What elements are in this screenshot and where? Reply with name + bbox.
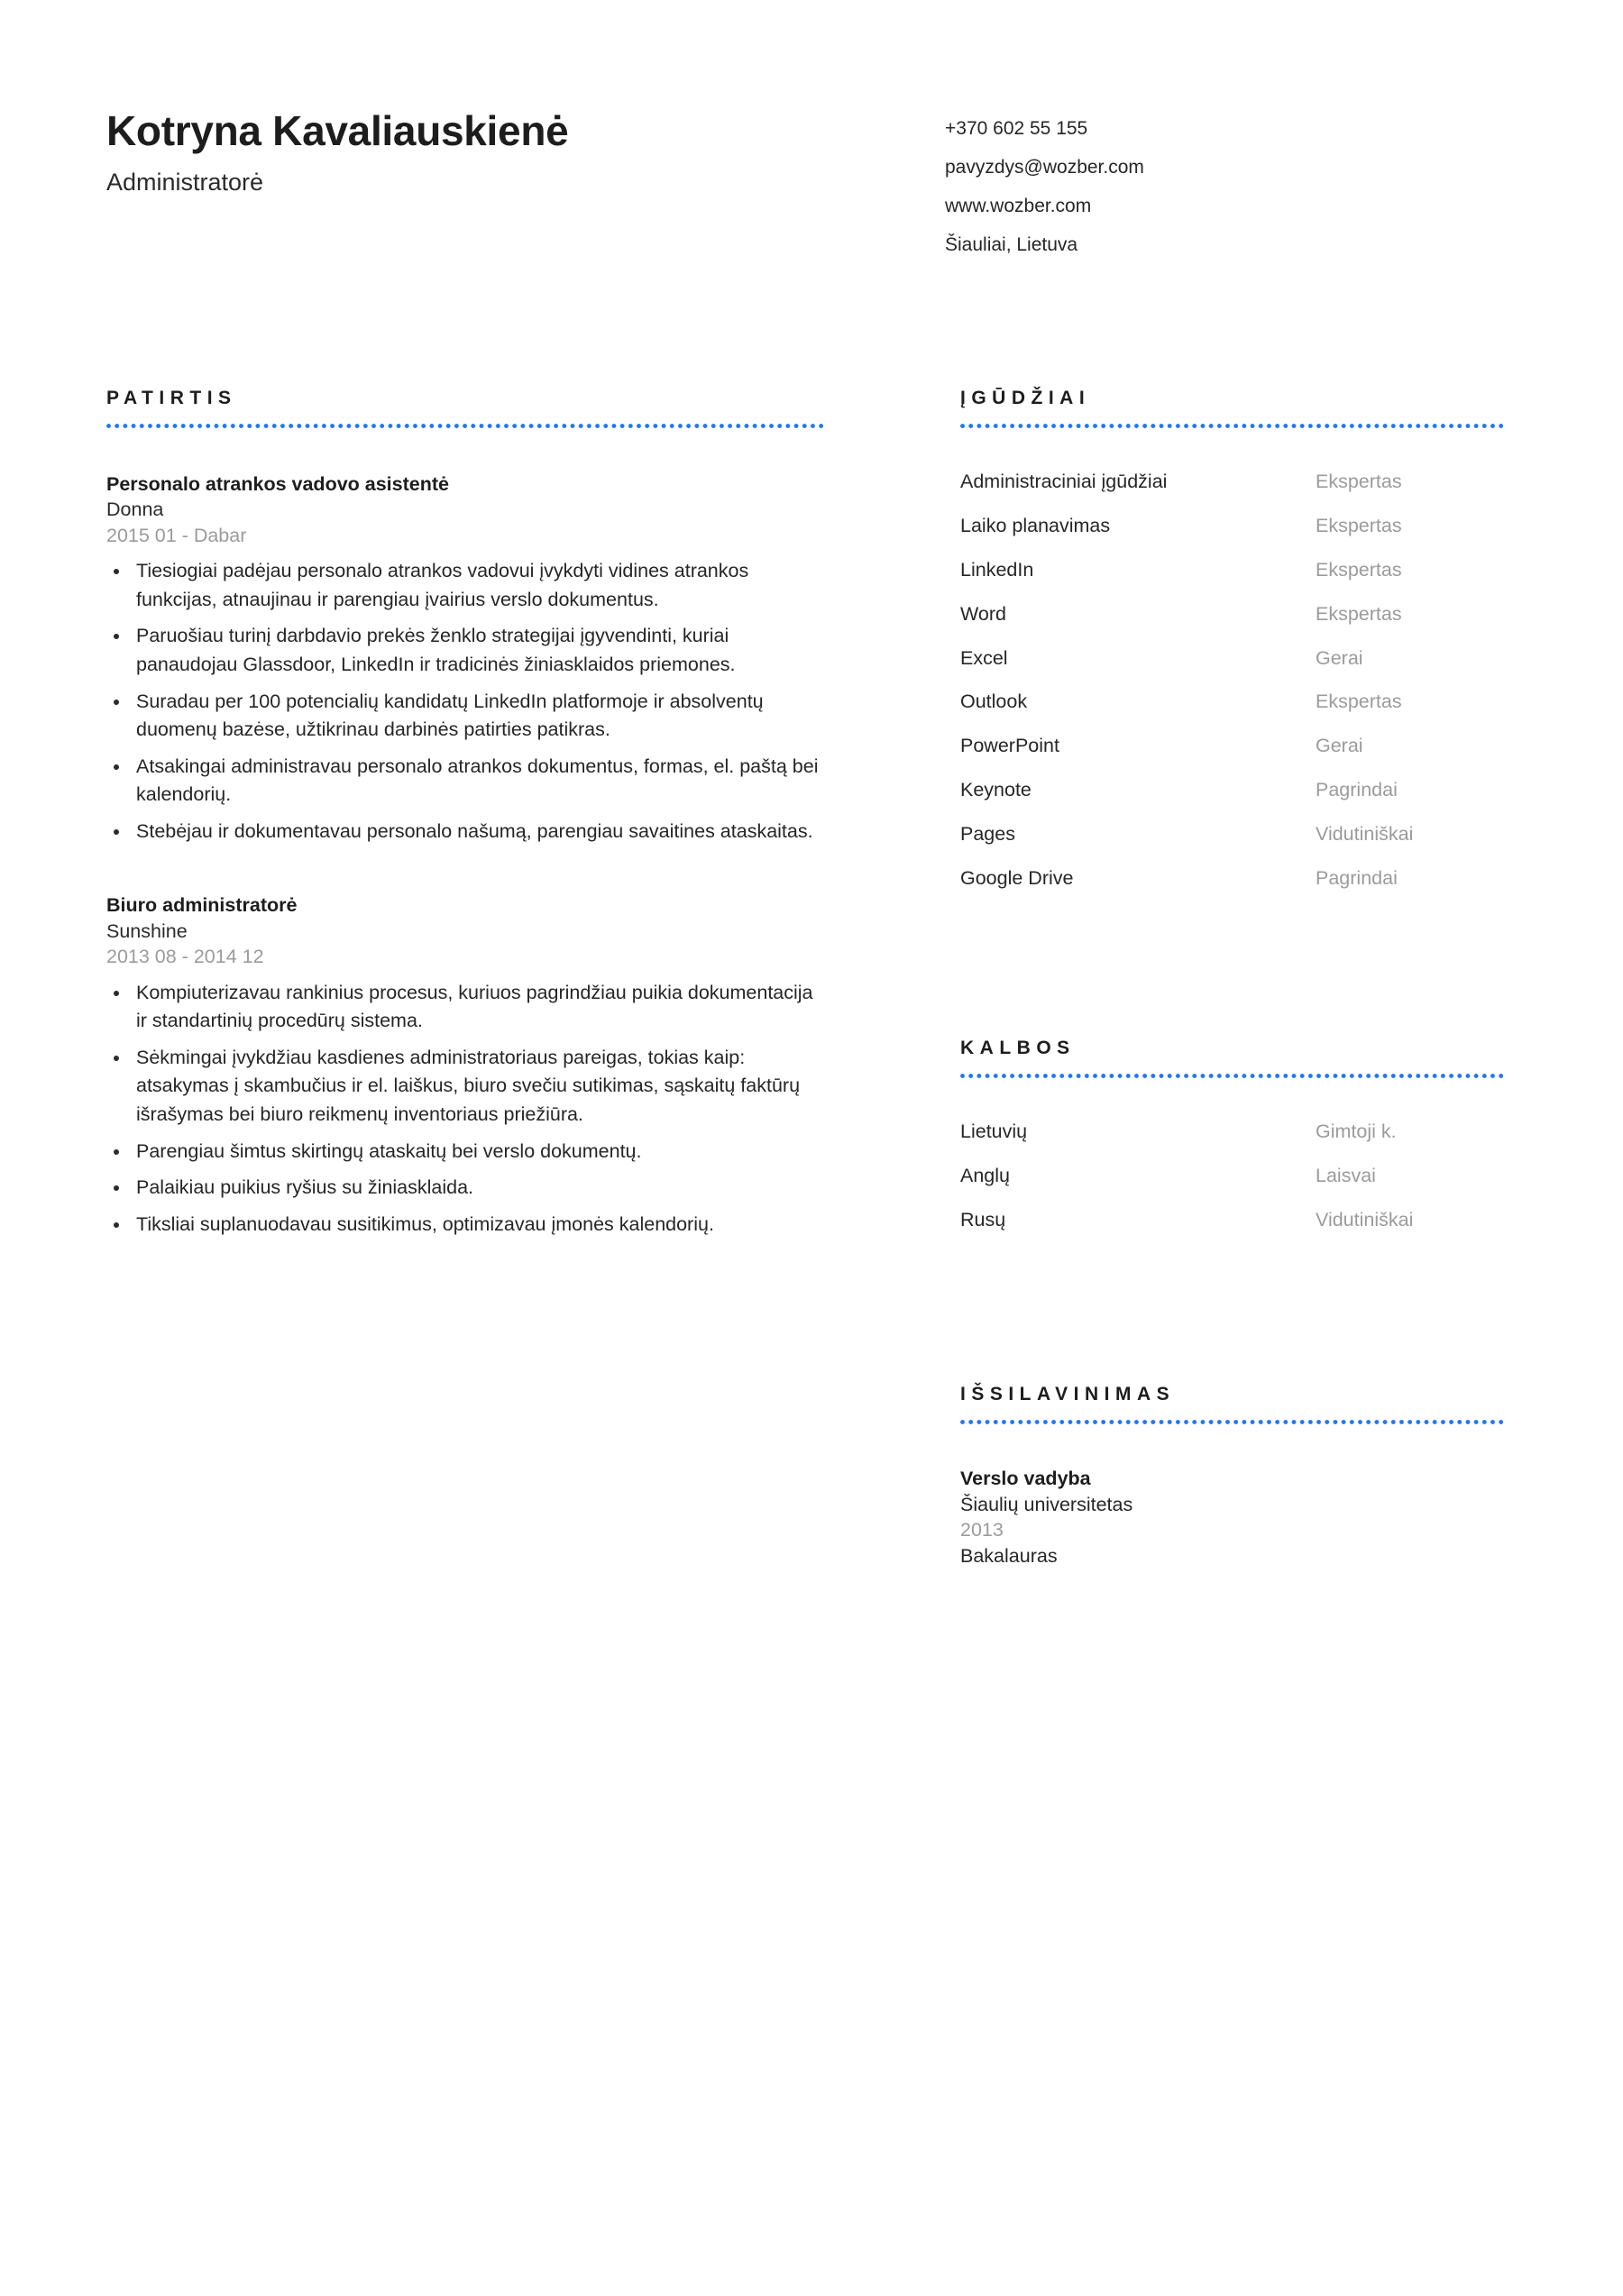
skill-name: PowerPoint [960,735,1059,757]
resume-body [0,389,1623,1569]
language-name: Anglų [960,1164,1010,1186]
job-title: Administratorė [106,168,264,196]
skills-section-title: ĮGŪDŽIAI [960,388,1091,408]
section-divider [960,1074,1506,1078]
bullet-item: Sėkmingai įvykdžiau kasdienes administratoriaus pareigas, tokias kaip: atsakymas į skambučius ir el. laiškus, biuro svečiu sutikimas, sąskaitų faktūrų išrašymas bei biuro reikmenų inventoriaus priežiūra. [106,1044,825,1130]
experience-item [106,471,825,846]
skill-level: Ekspertas [1316,691,1402,713]
skill-name: Laiko planavimas [960,514,1111,536]
education-section-title: IŠSILAVINIMAS [960,1384,1176,1405]
skill-level: Gerai [1316,735,1363,757]
bullet-item: Tiesiogiai padėjau personalo atrankos vadovui įvykdyti vidines atrankos funkcijas, atnaujinau ir parengiau įvairius verslo dokumentus. [106,557,825,614]
skill-name: Word [960,602,1006,625]
skill-row [960,646,1506,671]
experience-section-title: PATIRTIS [106,388,237,408]
bullet-item: Parengiau šimtus skirtingų ataskaitų bei verslo dokumentų. [106,1138,825,1166]
experience-dates: 2013 08 - 2014 12 [106,946,264,968]
language-row [960,1164,1506,1188]
languages-list [960,1120,1506,1232]
experience-company: Donna [106,499,164,521]
education-year: 2013 [960,1519,1004,1541]
bullet-item: Paruošiau turinį darbdavio prekės ženklo strategijai įgyvendinti, kuriai panaudojau Glassdoor, LinkedIn ir tradicinės žiniasklaidos priemones. [106,622,825,679]
full-name: Kotryna Kavaliauskienė [106,107,569,154]
bullet-item: Kompiuterizavau rankinius procesus, kuriuos pagrindžiau puikia dokumentacija ir standartinių procedūrų sistema. [106,979,825,1036]
experience-role: Biuro administratorė [106,894,298,917]
experience-dates: 2015 01 - Dabar [106,524,247,546]
skills-list [960,470,1506,891]
contact-phone: +370 602 55 155 [945,118,1088,139]
skills-section [960,389,1506,891]
skill-level: Ekspertas [1316,471,1402,492]
skill-row [960,558,1506,582]
experience-company: Sunshine [106,919,188,942]
experience-item [106,892,825,1239]
skill-row [960,470,1506,494]
education-list [960,1466,1506,1569]
experience-list [106,471,825,1239]
section-divider [106,424,825,428]
skill-level: Gerai [1316,646,1363,669]
section-divider [960,424,1506,428]
experience-section [106,389,825,1239]
language-row [960,1208,1506,1232]
skill-row [960,602,1506,627]
language-level: Gimtoji k. [1316,1120,1397,1142]
resume-header [0,0,1623,254]
contact-email: pavyzdys@wozber.com [945,157,1144,178]
skill-row [960,734,1506,758]
skill-name: Google Drive [960,866,1074,889]
skill-row [960,690,1506,714]
contact-website: www.wozber.com [945,196,1092,216]
languages-section [960,1038,1506,1232]
experience-role: Personalo atrankos vadovo asistentė [106,473,449,495]
language-name: Lietuvių [960,1120,1028,1142]
contact-location: Šiauliai, Lietuva [945,234,1078,255]
experience-bullets [106,979,825,1239]
language-level: Laisvai [1316,1164,1376,1186]
education-school: Šiaulių universitetas [960,1493,1133,1515]
bullet-item: Atsakingai administravau personalo atrankos dokumentus, formas, el. paštą bei kalendorių. [106,753,825,810]
contact-block [945,108,1506,254]
skill-name: Keynote [960,779,1032,801]
education-degree: Verslo vadyba [960,1468,1091,1490]
bullet-item: Stebėjau ir dokumentavau personalo našumą, parengiau savaitines ataskaitas. [106,818,825,846]
skill-row [960,822,1506,846]
skill-level: Pagrindai [1316,779,1398,801]
skill-name: Pages [960,823,1015,845]
skill-row [960,778,1506,802]
skill-name: Excel [960,646,1008,669]
left-column [106,389,825,1239]
skill-row [960,514,1506,538]
section-divider [960,1420,1506,1424]
right-column [960,389,1506,1569]
skill-level: Ekspertas [1316,602,1402,625]
skill-level: Ekspertas [1316,558,1402,581]
skill-row [960,866,1506,891]
skill-level: Vidutiniškai [1316,823,1414,845]
bullet-item: Palaikiau puikius ryšius su žiniasklaida. [106,1174,825,1203]
bullet-item: Suradau per 100 potencialių kandidatų LinkedIn platformoje ir absolventų duomenų bazėse, užtikrinau darbinės patirties patikras. [106,688,825,745]
language-level: Vidutiniškai [1316,1208,1414,1230]
experience-bullets [106,557,825,846]
education-level: Bakalauras [960,1544,1058,1567]
skill-level: Pagrindai [1316,866,1398,889]
skill-name: Outlook [960,691,1028,713]
skill-level: Ekspertas [1316,514,1402,536]
languages-section-title: KALBOS [960,1037,1076,1058]
education-item [960,1466,1506,1569]
skill-name: LinkedIn [960,558,1034,581]
skill-name: Administraciniai įgūdžiai [960,471,1168,492]
language-row [960,1120,1506,1144]
identity-block [106,108,945,197]
bullet-item: Tiksliai suplanuodavau susitikimus, optimizavau įmonės kalendorių. [106,1211,825,1239]
education-section [960,1385,1506,1569]
language-name: Rusų [960,1208,1006,1230]
